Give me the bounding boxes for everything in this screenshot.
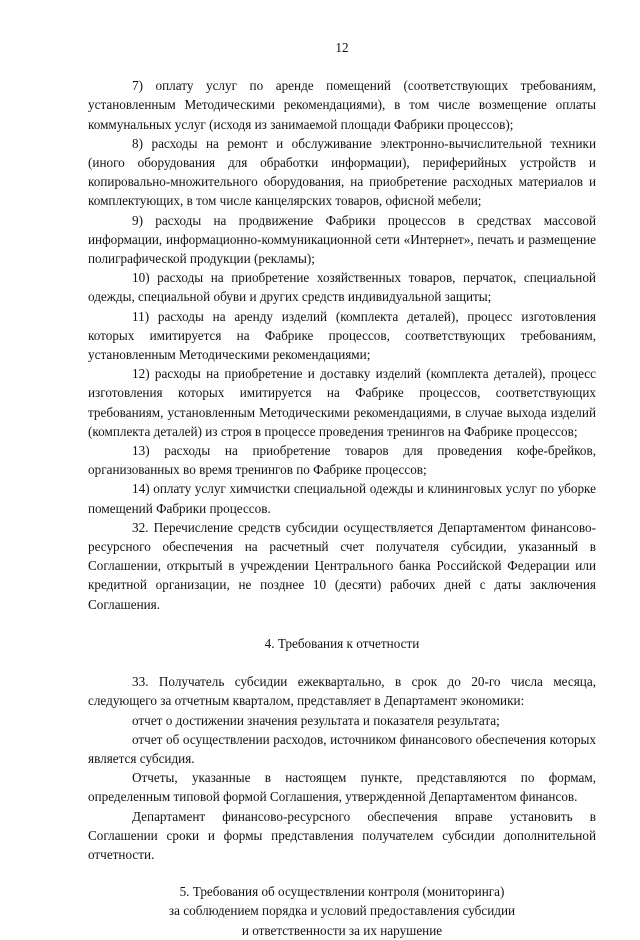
- item-14-cleaning: 14) оплату услуг химчистки специальной одежды и клининговых услуг по уборке помещений Фабрики процессов.: [88, 481, 596, 516]
- section-5-heading-line-3: и ответственности за их нарушение: [241, 922, 443, 938]
- item-9-promotion: 9) расходы на продвижение Фабрики процессов в средствах массовой информации, информационно-коммуникационной сети «Интернет», печать и размещение полиграфической продукции (рекламы);: [88, 212, 596, 267]
- section-5-heading: [88, 882, 596, 940]
- item-8-repair: 8) расходы на ремонт и обслуживание электронно-вычислительной техники (иного оборудования для обработки информации), периферийных устройств и копировально-множительного оборудования, на приобретение расходных материалов и комплектующих, в том числе канцелярских товаров, офисной мебели;: [88, 135, 596, 209]
- item-12-parts-purchase: 12) расходы на приобретение и доставку изделий (комплекта деталей), процесс изготовления которых имитируется на Фабрике процессов, соответствующих требованиям, установленным Методическими рекомендациями, в случае выхода изделий (комплекта деталей) из строя в процессе проведения тренингов на Фабрике процессов;: [88, 366, 596, 439]
- section-4-heading: 4. Требования к отчетности: [264, 635, 420, 651]
- item-13-coffee-breaks: 13) расходы на приобретение товаров для проведения кофе-брейков, организованных во время тренингов по Фабрике процессов;: [88, 443, 596, 478]
- document-page: [88, 38, 596, 940]
- report-forms: Отчеты, указанные в настоящем пункте, представляются по формам, определенным типовой формой Соглашения, утвержденной Департаментом финансов.: [88, 770, 596, 805]
- page-number: 12: [335, 40, 349, 55]
- clause-33-reporting: 33. Получатель субсидии ежеквартально, в срок до 20-го числа месяца, следующего за отчетным кварталом, представляет в Департамент экономики:: [88, 674, 596, 709]
- item-11-parts-rent: 11) расходы на аренду изделий (комплекта деталей), процесс изготовления которых имитируется на Фабрике процессов, соответствующих требованиям, установленным Методическими рекомендациями;: [88, 308, 596, 363]
- item-7-rent: 7) оплату услуг по аренде помещений (соответствующих требованиям, установленным Методическими рекомендациями), в том числе возмещение оплаты коммунальных услуг (исходя из занимаемой площади Фабрики процессов);: [88, 78, 596, 132]
- clause-32-transfer: 32. Перечисление средств субсидии осуществляется Департаментом финансово-ресурсного обеспечения на расчетный счет получателя субсидии, указанный в Соглашении, открытый в учреждении Центрального банка Российской Федерации или кредитной организации, не позднее 10 (десяти) рабочих дней с даты заключения Соглашения.: [88, 519, 596, 612]
- report-expenses: отчет об осуществлении расходов, источником финансового обеспечения которых является субсидия.: [88, 731, 596, 766]
- section-5-heading-line-1: 5. Требования об осуществлении контроля (мониторинга): [179, 884, 505, 900]
- item-10-household-goods: 10) расходы на приобретение хозяйственных товаров, перчаток, специальной одежды, специальной обуви и других средств индивидуальной защиты;: [88, 270, 596, 305]
- additional-reporting: Департамент финансово-ресурсного обеспечения вправе установить в Соглашении сроки и формы представления получателем субсидии дополнительной отчетности.: [88, 808, 596, 862]
- section-5-heading-line-2: за соблюдением порядка и условий предоставления субсидии: [168, 903, 516, 919]
- report-result-achievement: отчет о достижении значения результата и показателя результата;: [132, 712, 500, 728]
